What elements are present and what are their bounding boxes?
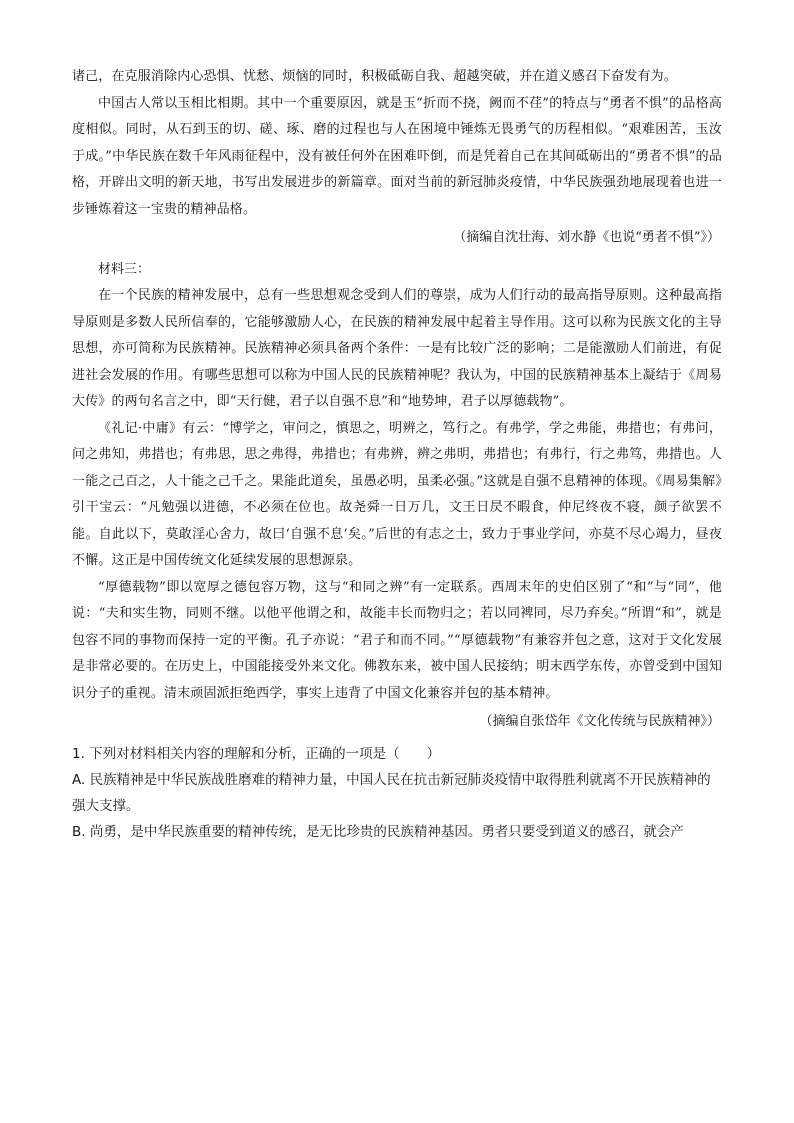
material3-label: 材料三： xyxy=(98,262,151,277)
material3-source: （摘编自张岱年《文化传统与民族精神》） xyxy=(479,714,720,729)
material3-paragraph-1: 在一个民族的精神发展中，总有一些思想观念受到人们的尊崇，成为人们行动的最高指导原则。这种最高指导原则是多数人民所信奉的，它能够激励人心，在民族的精神发展中起着主导作用。这可以称为民族文化的主导思想，亦可简称为民族精神。民族精神必须具备两个条件：一是有比较广泛的影响；二是能激励人们前进，有促进社会发展的作用。有哪些思想可以称为中国人民的民族精神呢？我认为，中国的民族精神基本上凝结于《周易大传》的两句名言之中，即“天行健，君子以自强不息”和“地势坤，君子以厚德载物”。 xyxy=(72,288,722,409)
option-a: A. 民族精神是中华民族战胜磨难的精神力量，中国人民在抗击新冠肺炎疫情中取得胜利就离不开民族精神的强大支撑。 xyxy=(72,772,711,814)
continued-paragraph: 诸己，在克服消除内心恐惧、忧愁、烦恼的同时，积极砥砺自我、超越突破，并在道义感召下奋发有为。 xyxy=(72,69,677,84)
material2-paragraph: 中国古人常以玉相比相期。其中一个重要原因，就是玉“折而不挠，阙而不荏”的特点与“勇者不惧”的品格高度相似。同时，从石到玉的切、磋、琢、磨的过程也与人在困境中锤炼无畏勇气的历程相似。“艰难困苦，玉汝于成。”中华民族在数千年风雨征程中，没有被任何外在困难吓倒，而是凭着自己在其间砥砺出的“勇者不惧”的品格，开辟出文明的新天地，书写出发展进步的新篇章。面对当前的新冠肺炎疫情，中华民族强劲地展现着也进一步锤炼着这一宝贵的精神品格。 xyxy=(72,95,722,217)
page-content xyxy=(72,64,722,845)
material3-paragraph-2: 《礼记·中庸》有云：“博学之，审问之，慎思之，明辨之，笃行之。有弗学，学之弗能，弗措也；有弗问，问之弗知，弗措也；有弗思，思之弗得，弗措也；有弗辨，辨之弗明，弗措也；有弗行，行之弗笃，弗措也。人一能之己百之，人十能之己千之。果能此道矣，虽愚必明，虽柔必强。”这就是自强不息精神的体现。《周易集解》引干宝云：“凡勉强以进德，不必须在位也。故尧舜一日万几，文王日昃不暇食，仲尼终夜不寝，颜子欲罢不能。自此以下，莫敢淫心舍力，故曰‘自强不息’矣。”后世的有志之士，致力于事业学问，亦莫不尽心竭力，昼夜不懈。这正是中国传统文化延续发展的思想源泉。 xyxy=(72,420,722,568)
question-stem: 1. 下列对材料相关内容的理解和分析，正确的一项是（ ） xyxy=(72,746,441,762)
material2-source: （摘编自沈壮海、刘水静《也说“勇者不惧”》） xyxy=(453,230,720,245)
question-block xyxy=(72,741,722,845)
material3-paragraph-3: “厚德载物”即以宽厚之德包容万物，这与“和同之辨”有一定联系。西周末年的史伯区别了“和”与“同”，他说：“夫和实生物，同则不继。以他平他谓之和，故能丰长而物归之；若以同裨同，尽乃弃矣。”所谓“和”，就是包容不同的事物而保持一定的平衡。孔子亦说：“君子和而不同。”“厚德载物”有兼容并包之意，这对于文化发展是非常必要的。在历史上，中国能接受外来文化。佛教东来，被中国人民接纳；明末西学东传，亦曾受到中国知识分子的重视。清末顽固派拒绝西学，事实上违背了中国文化兼容并包的基本精神。 xyxy=(72,579,722,701)
option-b: B. 尚勇，是中华民族重要的精神传统，是无比珍贵的民族精神基因。勇者只要受到道义的感召，就会产 xyxy=(72,824,684,840)
